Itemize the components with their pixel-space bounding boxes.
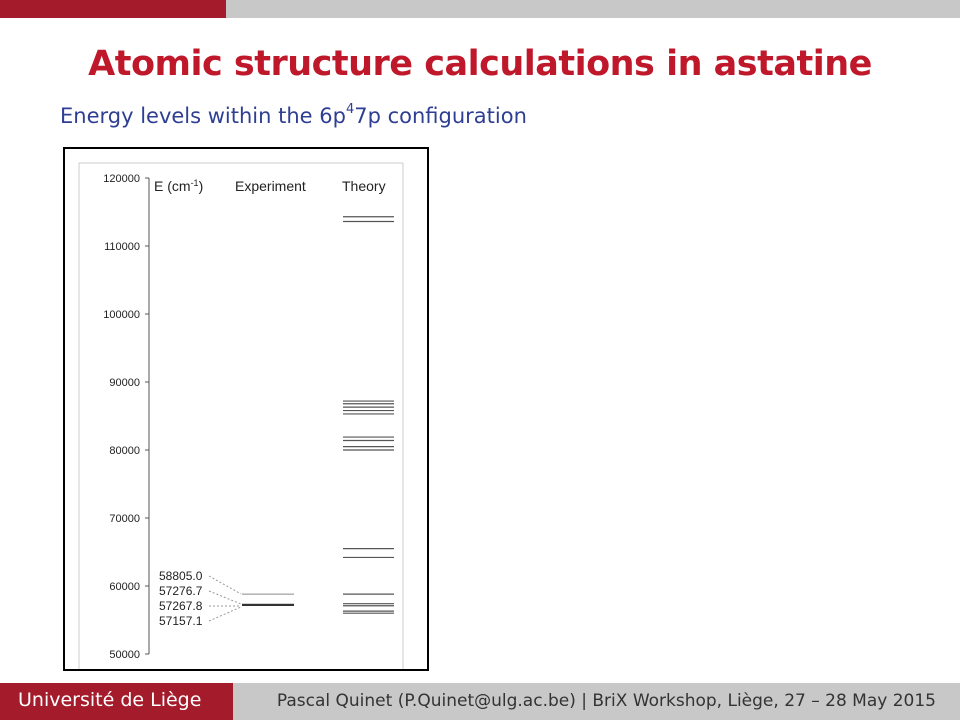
y-tick-label: 50000 <box>109 649 140 661</box>
energy-level-figure <box>63 147 429 671</box>
subtitle-superscript: 4 <box>345 102 355 117</box>
footer-credits: Pascal Quinet (P.Quinet@ulg.ac.be) | BriX Workshop, Liège, 27 – 28 May 2015 <box>276 691 936 711</box>
y-tick-label: 60000 <box>109 581 140 593</box>
y-tick-label: 100000 <box>103 309 140 321</box>
experiment-connector <box>209 607 241 621</box>
experiment-level-label: 57276.7 <box>159 584 203 598</box>
footer-institution-bar <box>0 683 233 720</box>
slide-subtitle <box>60 104 527 128</box>
column-header-theory: Theory <box>342 178 386 194</box>
experiment-connector <box>209 576 241 594</box>
subtitle-prefix: Energy levels within the 6p <box>60 104 346 128</box>
top-bar <box>226 0 960 18</box>
experiment-level-label: 57157.1 <box>159 614 203 628</box>
y-tick-label: 120000 <box>103 173 140 185</box>
column-header-experiment: Experiment <box>235 178 306 194</box>
experiment-level-label: 57267.8 <box>159 599 203 613</box>
slide-title: Atomic structure calculations in astatine <box>88 44 872 84</box>
y-axis-label: E $(cm^{-1})$ <box>154 178 204 194</box>
subtitle-suffix: 7p configuration <box>354 104 527 128</box>
footer-institution: Université de Liège <box>18 689 202 711</box>
experiment-connector <box>209 591 241 604</box>
footer-credits-bar <box>233 683 960 720</box>
y-tick-label: 70000 <box>109 513 140 525</box>
experiment-level-label: 58805.0 <box>159 569 203 583</box>
energy-level-chart <box>65 149 427 669</box>
y-tick-label: 80000 <box>109 445 140 457</box>
y-tick-label: 90000 <box>109 377 140 389</box>
top-accent-bar <box>0 0 226 18</box>
y-tick-label: 110000 <box>104 241 140 253</box>
